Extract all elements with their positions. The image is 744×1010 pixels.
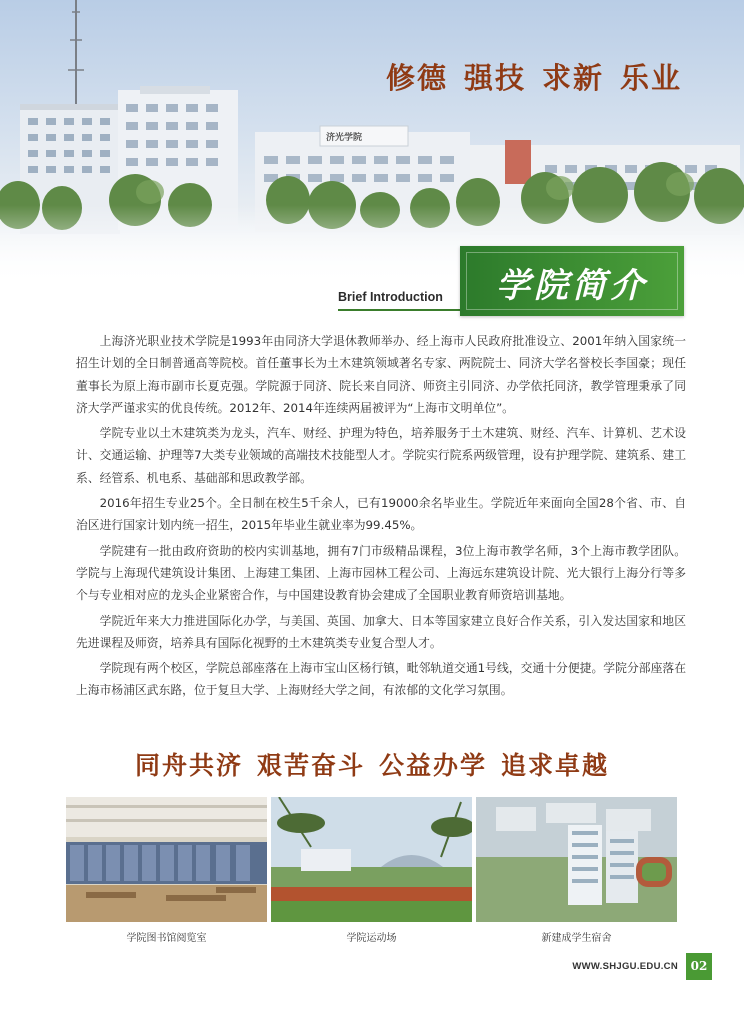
college-motto bbox=[386, 56, 682, 97]
paragraph: 上海济光职业技术学院是1993年由同济大学退休教师举办、经上海市人民政府批准设立、2001年纳入国家统一招生计划的全日制普通高等院校。首任董事长为土木建筑领域著名专家、两院院士、同济大学名誉校长李国豪；现任董事长为原上海市副市长夏克强。学院源于同济、院长来自同济、师资主引同济、办学依托同济，教学管理秉承了同济大学严谨求实的优良传统。2012年、2014年连续两届被评为“上海市文明单位”。 bbox=[76, 334, 686, 415]
photo-caption: 新建成学生宿舍 bbox=[541, 933, 612, 944]
slogan-item: 追求卓越 bbox=[501, 751, 610, 780]
section-title: 学院简介 bbox=[496, 266, 648, 306]
slogan bbox=[0, 746, 744, 782]
dormitory-photo bbox=[476, 797, 677, 922]
hero-campus-photo bbox=[0, 0, 744, 285]
paragraph: 学院近年来大力推进国际化办学，与美国、英国、加拿大、日本等国家建立良好合作关系，引入发达国家和地区先进课程及师资，培养具有国际化视野的土木建筑类专业复合型人才。 bbox=[76, 613, 686, 650]
title-underline bbox=[338, 309, 460, 311]
english-section-title: Brief Introduction bbox=[338, 290, 443, 304]
section-title-banner bbox=[460, 246, 684, 316]
website-url[interactable]: WWW.SHJGU.EDU.CN bbox=[572, 961, 678, 972]
motto-item: 强技 bbox=[463, 61, 526, 95]
page-number: 02 bbox=[686, 953, 712, 980]
photo-caption: 学院运动场 bbox=[346, 933, 397, 944]
slogan-item: 公益办学 bbox=[379, 751, 488, 780]
building-sign: 济光学院 bbox=[326, 133, 363, 143]
campus-buildings-illustration bbox=[0, 0, 744, 285]
sports-field-photo bbox=[271, 797, 472, 922]
photo-caption: 学院图书馆阅览室 bbox=[126, 933, 207, 944]
introduction-text bbox=[76, 330, 686, 705]
motto-item: 求新 bbox=[541, 61, 604, 95]
library-photo bbox=[66, 797, 267, 922]
slogan-item: 艰苦奋斗 bbox=[256, 751, 365, 780]
motto-item: 乐业 bbox=[619, 61, 682, 95]
paragraph: 学院现有两个校区，学院总部座落在上海市宝山区杨行镇，毗邻轨道交通1号线，交通十分便捷。学院分部座落在上海市杨浦区武东路，位于复旦大学、上海财经大学之间，有浓郁的文化学习氛围。 bbox=[76, 661, 686, 698]
slogan-item: 同舟共济 bbox=[134, 751, 243, 780]
paragraph: 2016年招生专业25个。全日制在校生5千余人，已有19000余名毕业生。学院近年来面向全国28个省、市、自治区进行国家计划内统一招生，2015年毕业生就业率为99.45%。 bbox=[76, 496, 686, 533]
paragraph: 学院专业以土木建筑类为龙头，汽车、财经、护理为特色，培养服务于土木建筑、财经、汽车、计算机、艺术设计、交通运输、护理等7大类专业领域的高端技术技能型人才。学院实行院系两级管理，设有护理学院、建筑系、建工系、经管系、机电系、基础部和思政教学部。 bbox=[76, 426, 686, 485]
motto-item: 修德 bbox=[385, 61, 448, 95]
paragraph: 学院建有一批由政府资助的校内实训基地，拥有7门市级精品课程，3位上海市教学名师，3个上海市教学团队。学院与上海现代建筑设计集团、上海建工集团、上海市园林工程公司、上海远东建筑设计院、光大银行上海分行等多个与专业相对应的龙头企业紧密合作，与中国建设教育协会建成了全国职业教育师资培训基地。 bbox=[76, 543, 686, 603]
